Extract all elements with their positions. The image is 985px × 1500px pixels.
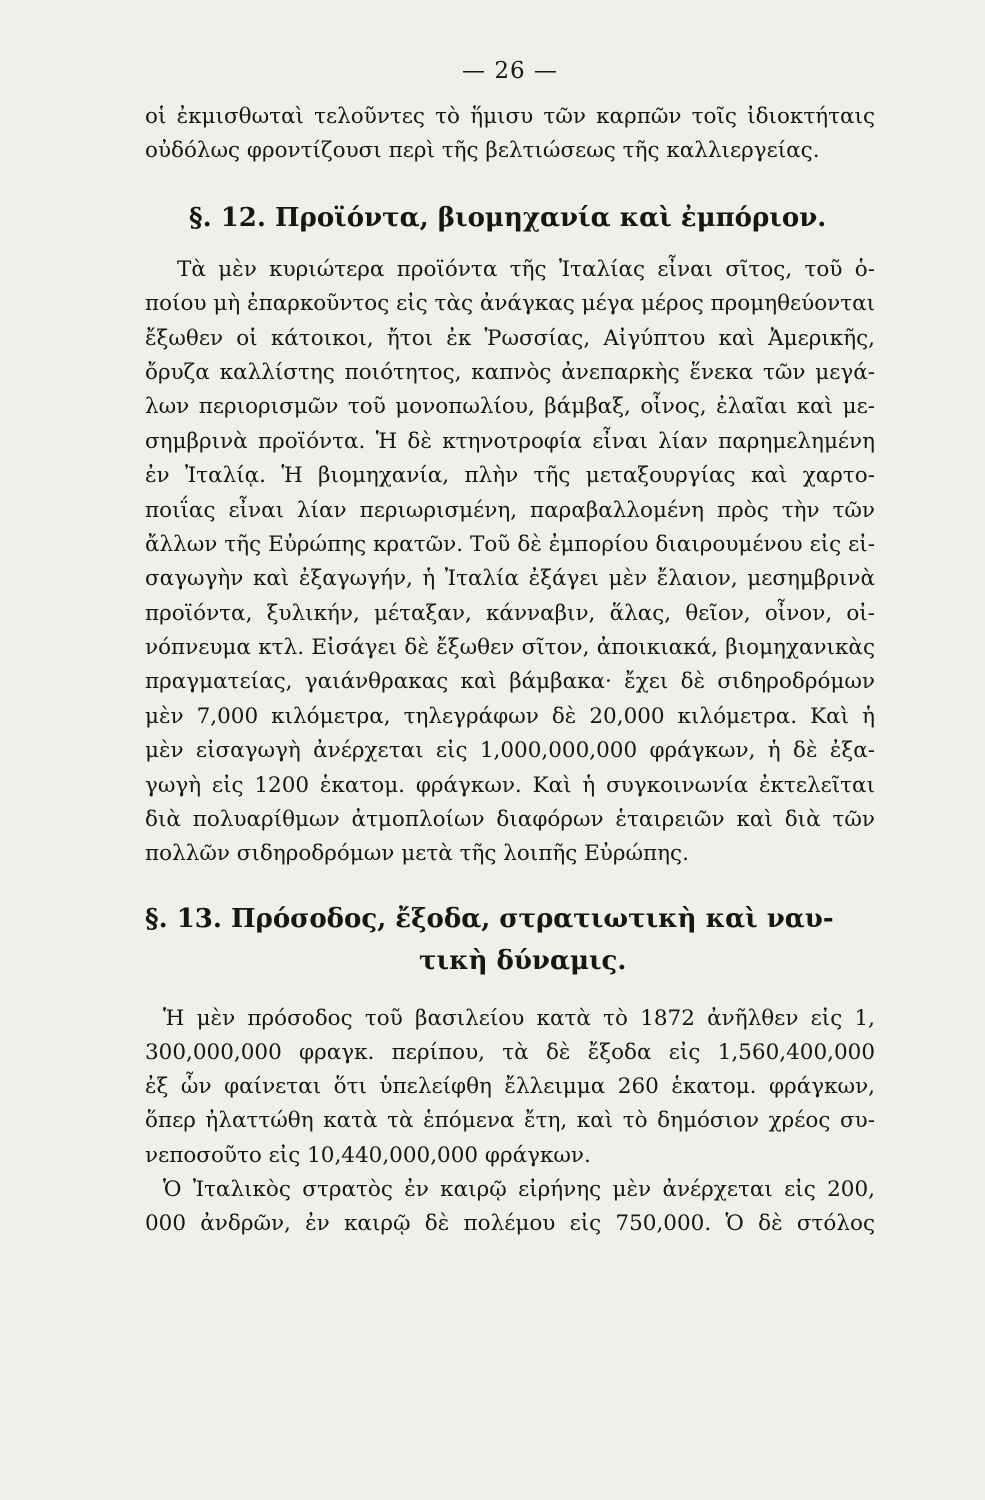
- text-line: μὲν εἰσαγωγὴ ἀνέρχεται εἰς 1,000,000,000 φράγκων, ἡ δὲ ἐξα-: [145, 738, 875, 764]
- text-line: διὰ πολυαρίθμων ἀτμοπλοίων διαφόρων ἑταιρειῶν καὶ διὰ τῶν: [145, 807, 875, 833]
- text-line: Ὁ Ἰταλικὸς στρατὸς ἐν καιρῷ εἰρήνης μὲν ἀνέρχεται εἰς 200,: [163, 1176, 875, 1202]
- paragraph-products: [145, 253, 875, 872]
- text-line: ἄλλων τῆς Εὐρώπης κρατῶν. Τοῦ δὲ ἐμπορίου διαιρουμένου εἰς εἰ-: [145, 531, 875, 557]
- text-line: ὄρυζα καλλίστης ποιότητος, καπνὸς ἀνεπαρκὴς ἕνεκα τῶν μεγά-: [145, 359, 875, 385]
- book-page: [145, 58, 875, 1241]
- text-line: νεποσοῦτο εἰς 10,440,000,000 φράγκων.: [145, 1142, 591, 1168]
- section-heading-12: §. 12. Προϊόντα, βιομηχανία καὶ ἐμπόριον.: [189, 202, 827, 233]
- section-heading-13: §. 13. Πρόσοδος, ἔξοδα, στρατιωτικὴ καὶ ναυ-: [145, 903, 834, 934]
- paragraph-continuation: [145, 100, 875, 169]
- text-line: ἐν Ἰταλίᾳ. Ἡ βιομηχανία, πλὴν τῆς μεταξουργίας καὶ χαρτο-: [145, 463, 875, 489]
- text-line: ποίου μὴ ἐπαρκοῦντος εἰς τὰς ἀνάγκας μέγα μέρος προμηθεύονται: [145, 291, 876, 317]
- text-line: ποιΐας εἶναι λίαν περιωρισμένη, παραβαλλομένη πρὸς τὴν τῶν: [145, 497, 875, 523]
- text-line: προϊόντα, ξυλικήν, μέταξαν, κάνναβιν, ἅλας, θεῖον, οἶνον, οἰ-: [145, 600, 875, 626]
- text-line: λων περιορισμῶν τοῦ μονοπωλίου, βάμβαξ, οἶνος, ἐλαῖαι καὶ με-: [145, 394, 875, 420]
- text-line: ἔξωθεν οἱ κάτοικοι, ἤτοι ἐκ Ῥωσσίας, Αἰγύπτου καὶ Ἀμερικῆς,: [145, 325, 875, 351]
- text-line: μὲν 7,000 κιλόμετρα, τηλεγράφων δὲ 20,000 κιλόμετρα. Καὶ ἡ: [145, 703, 875, 729]
- paragraph-army: [145, 1173, 875, 1241]
- text-line: οἱ ἐκμισθωταὶ τελοῦντες τὸ ἥμισυ τῶν καρπῶν τοῖς ἰδιοκτήταις: [145, 104, 875, 129]
- text-line: 000 ἀνδρῶν, ἐν καιρῷ δὲ πολέμου εἰς 750,000. Ὁ δὲ στόλος: [145, 1210, 875, 1236]
- text-line: νόπνευμα κτλ. Εἰσάγει δὲ ἔξωθεν σῖτον, ἀποικιακά, βιομηχανικὰς: [145, 635, 875, 661]
- text-line: γωγὴ εἰς 1200 ἑκατομ. φράγκων. Καὶ ἡ συγκοινωνία ἐκτελεῖται: [145, 772, 875, 798]
- text-line: πραγματείας, γαιάνθρακας καὶ βάμβακα· ἔχει δὲ σιδηροδρόμων: [145, 669, 875, 695]
- text-line: ἐξ ὧν φαίνεται ὅτι ὑπελείφθη ἔλλειμμα 260 ἑκατομ. φράγκων,: [145, 1074, 875, 1100]
- text-line: Ἡ μὲν πρόσοδος τοῦ βασιλείου κατὰ τὸ 1872 ἀνῆλθεν εἰς 1,: [163, 1005, 875, 1031]
- text-line: πολλῶν σιδηροδρόμων μετὰ τῆς λοιπῆς Εὐρώπης.: [145, 841, 689, 867]
- text-line: σαγωγὴν καὶ ἐξαγωγήν, ἡ Ἰταλία ἐξάγει μὲν ἔλαιον, μεσημβρινὰ: [145, 566, 875, 592]
- text-line: Τὰ μὲν κυριώτερα προϊόντα τῆς Ἰταλίας εἶναι σῖτος, τοῦ ὁ-: [177, 256, 875, 282]
- text-line: ὅπερ ἠλαττώθη κατὰ τὰ ἑπόμενα ἔτη, καὶ τὸ δημόσιον χρέος συ-: [145, 1108, 875, 1134]
- section-heading-13-continuation: τικὴ δύναμις.: [419, 945, 627, 976]
- page-number: — 26 —: [462, 58, 558, 84]
- text-line: 300,000,000 φραγκ. περίπου, τὰ δὲ ἔξοδα εἰς 1,560,400,000: [145, 1040, 875, 1065]
- text-line: σημβρινὰ προϊόντα. Ἡ δὲ κτηνοτροφία εἶναι λίαν παρημελημένη: [145, 428, 875, 454]
- text-line: οὐδόλως φροντίζουσι περὶ τῆς βελτιώσεως τῆς καλλιεργείας.: [145, 138, 820, 164]
- paragraph-revenue: [145, 1002, 875, 1173]
